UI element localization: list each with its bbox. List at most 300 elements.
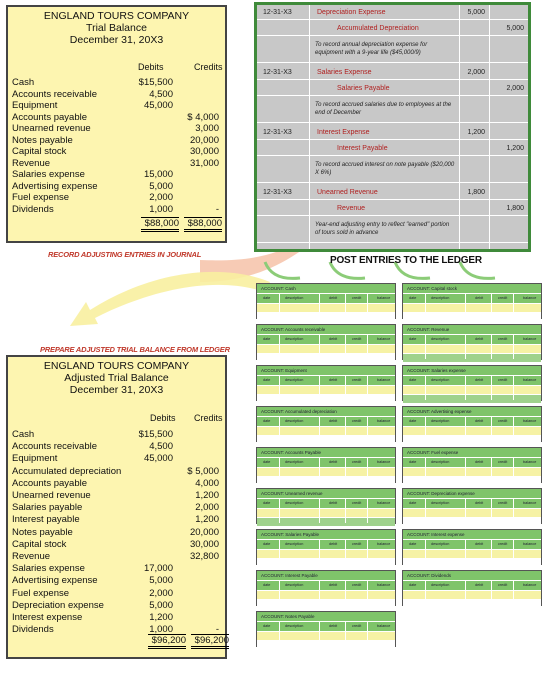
ledger-column-divider xyxy=(491,581,492,605)
ledger-account xyxy=(402,365,542,401)
account-row xyxy=(12,112,219,123)
credit-amount: 31,000 xyxy=(189,157,219,169)
ledger-column-divider xyxy=(367,294,368,318)
ledger-column-divider xyxy=(279,335,280,359)
ledger-header-debit: debit xyxy=(475,419,484,423)
ledger-column-divider xyxy=(513,499,514,523)
account-row xyxy=(12,100,219,111)
ledger-account-title: ACCOUNT: Capital stock xyxy=(403,284,541,293)
ledger-column-divider xyxy=(425,294,426,318)
ledger-column-divider xyxy=(367,540,368,564)
ledger-header-debit: debit xyxy=(475,501,484,505)
ledger-column-divider xyxy=(345,294,346,318)
debits-header: Debits xyxy=(138,62,164,72)
ledger-column-divider xyxy=(491,540,492,564)
ledger-account-title: ACCOUNT: Salaries expense xyxy=(403,366,541,375)
ledger-column-divider xyxy=(465,417,466,441)
ledger-column-divider xyxy=(345,458,346,482)
debit-amount: 5,000 xyxy=(467,9,485,16)
ledger-header-debit: debit xyxy=(475,378,484,382)
ledger-account-title: ACCOUNT: Accumulated depreciation xyxy=(257,407,395,416)
ledger-row xyxy=(403,313,541,321)
account-row xyxy=(12,527,219,538)
statement-title: Adjusted Trial Balance xyxy=(64,372,169,384)
debit-amount: 4,500 xyxy=(149,441,173,453)
ledger-header-description: description xyxy=(285,583,304,587)
ledger-header-balance: balance xyxy=(377,624,391,628)
ledger-header-balance: balance xyxy=(377,378,391,382)
ledger-header-balance: balance xyxy=(377,542,391,546)
ledger-column-divider xyxy=(425,376,426,400)
entry-explanation: To record accrued interest on note payable ($20,000 X 6%) xyxy=(315,162,455,176)
journal-divider xyxy=(257,79,528,80)
account-name: Notes payable xyxy=(12,134,73,146)
ledger-column-headers xyxy=(257,581,395,590)
ledger-account xyxy=(256,324,396,360)
account-row xyxy=(12,551,219,562)
journal-divider xyxy=(257,182,528,183)
account-row xyxy=(12,514,219,525)
adjusted-trial-balance-panel xyxy=(6,355,227,659)
account-name: Salaries expense xyxy=(12,563,85,575)
ledger-account-title: ACCOUNT: Dividends xyxy=(403,571,541,580)
ledger-header-credit: credit xyxy=(498,501,508,505)
ledger-column-divider xyxy=(345,376,346,400)
account-row xyxy=(12,539,219,550)
ledger-header-credit: credit xyxy=(352,542,362,546)
ledger-column-headers xyxy=(257,417,395,426)
ledger-header-date: date xyxy=(409,542,417,546)
ledger-column-headers xyxy=(257,540,395,549)
credit-amount: 5,000 xyxy=(506,25,524,32)
ledger-column-headers xyxy=(257,335,395,344)
ledger-header-date: date xyxy=(409,501,417,505)
ledger-column-headers xyxy=(257,376,395,385)
ledger-account xyxy=(402,529,542,565)
ledger-column-divider xyxy=(465,376,466,400)
account-row xyxy=(12,478,219,489)
total-debits: $88,000 xyxy=(141,217,179,232)
account-row xyxy=(12,146,219,157)
ledger-column-divider xyxy=(345,335,346,359)
account-row xyxy=(12,563,219,574)
debit-amount: 17,000 xyxy=(143,563,173,575)
journal-divider xyxy=(257,19,528,20)
account-name: Cash xyxy=(12,429,35,440)
ledger-header-debit: debit xyxy=(475,542,484,546)
ledger-header-debit: debit xyxy=(329,419,338,423)
debits-header: Debits xyxy=(150,413,176,423)
total-credits: $88,000 xyxy=(184,217,222,232)
account-name: Unearned revenue xyxy=(12,123,91,134)
debit-amount: 1,200 xyxy=(149,612,173,623)
account-row xyxy=(12,89,219,100)
ledger-header-date: date xyxy=(409,460,417,464)
account-name: Equipment xyxy=(12,100,58,111)
ledger-header-credit: credit xyxy=(498,378,508,382)
ledger-row xyxy=(257,427,395,435)
ledger-header-debit: debit xyxy=(329,501,338,505)
ledger-header-debit: debit xyxy=(329,460,338,464)
journal-divider xyxy=(257,199,528,200)
account-name: Dividends xyxy=(12,624,54,636)
ledger-column-divider xyxy=(367,499,368,523)
ledger-header-credit: credit xyxy=(498,337,508,341)
entry-date: 12-31-X3 xyxy=(263,69,292,76)
ledger-account-title: ACCOUNT: Cash xyxy=(257,284,395,293)
ledger-header-debit: debit xyxy=(475,460,484,464)
ledger-column-divider xyxy=(491,335,492,359)
ledger-header-date: date xyxy=(263,296,271,300)
account-row xyxy=(12,612,219,623)
account-name: Capital stock xyxy=(12,146,67,157)
ledger-account xyxy=(402,570,542,606)
ledger-row xyxy=(257,559,395,567)
ledger-header-date: date xyxy=(409,337,417,341)
ledger-header-credit: credit xyxy=(352,624,362,628)
credit-amount: - xyxy=(215,203,219,215)
ledger-column-divider xyxy=(491,376,492,400)
ledger-account xyxy=(256,570,396,606)
ledger-row xyxy=(403,518,541,526)
ledger-header-credit: credit xyxy=(352,296,362,300)
ledger-column-divider xyxy=(513,376,514,400)
debit-account: Interest Expense xyxy=(317,129,370,136)
ledger-header-credit: credit xyxy=(498,296,508,300)
ledger-header-balance: balance xyxy=(523,337,537,341)
entry-explanation: To record annual depreciation expense for equipment with a 9-year life ($45,000/9) xyxy=(315,42,428,56)
ledger-row xyxy=(257,345,395,353)
debit-account: Depreciation Expense xyxy=(317,9,386,16)
ledger-header-description: description xyxy=(285,542,304,546)
ledger-row xyxy=(403,591,541,599)
ledger-header-date: date xyxy=(263,460,271,464)
ledger-header-debit: debit xyxy=(329,583,338,587)
ledger-column-divider xyxy=(513,540,514,564)
ledger-column-divider xyxy=(319,458,320,482)
ledger-header-debit: debit xyxy=(329,378,338,382)
ledger-header-debit: debit xyxy=(329,624,338,628)
ledger-row xyxy=(257,509,395,517)
ledger-column-divider xyxy=(425,540,426,564)
credit-amount: 2,000 xyxy=(506,85,524,92)
debit-amount: 5,000 xyxy=(149,180,173,192)
ledger-column-divider xyxy=(279,294,280,318)
ledger-account-title: ACCOUNT: Equipment xyxy=(257,366,395,375)
trial-balance-panel xyxy=(6,5,227,243)
ledger-column-divider xyxy=(513,294,514,318)
debit-amount: 1,800 xyxy=(467,189,485,196)
credit-amount: $ 5,000 xyxy=(187,465,219,477)
debit-amount: 2,000 xyxy=(149,192,173,203)
total-debits: $96,200 xyxy=(148,634,186,649)
ledger-column-divider xyxy=(465,294,466,318)
ledger-row xyxy=(403,354,541,362)
ledger-column-divider xyxy=(465,581,466,605)
ledger-account xyxy=(256,529,396,565)
account-name: Capital stock xyxy=(12,538,67,550)
ledger-header-credit: credit xyxy=(352,337,362,341)
ledger-header-credit: credit xyxy=(352,378,362,382)
ledger-column-divider xyxy=(425,499,426,523)
ledger-column-divider xyxy=(279,499,280,523)
ledger-column-divider xyxy=(279,581,280,605)
credits-header: Credits xyxy=(194,413,223,423)
ledger-account xyxy=(402,406,542,442)
ledger-header-debit: debit xyxy=(475,296,484,300)
entry-explanation: To record accrued salaries due to employees at the end of December xyxy=(315,102,452,116)
ledger-column-headers xyxy=(403,581,541,590)
debit-account: Salaries Expense xyxy=(317,69,372,76)
ledger-account xyxy=(256,283,396,319)
ledger-column-divider xyxy=(345,581,346,605)
ledger-header-description: description xyxy=(431,419,450,423)
account-row xyxy=(12,77,219,88)
ledger-column-divider xyxy=(345,417,346,441)
account-name: Accounts receivable xyxy=(12,441,98,453)
ledger-column-divider xyxy=(491,294,492,318)
ledger-header-description: description xyxy=(431,460,450,464)
ledger-column-headers xyxy=(403,376,541,385)
ledger-column-divider xyxy=(491,499,492,523)
ledger-row xyxy=(403,427,541,435)
credit-account: Accumulated Depreciation xyxy=(337,25,419,32)
ledger-header-balance: balance xyxy=(523,542,537,546)
account-name: Advertising expense xyxy=(12,575,98,587)
credit-amount: 1,200 xyxy=(506,145,524,152)
ledger-column-divider xyxy=(279,458,280,482)
debit-amount: 45,000 xyxy=(143,100,173,111)
statement-date: December 31, 20X3 xyxy=(69,34,164,46)
total-credits: $96,200 xyxy=(191,634,229,649)
general-journal xyxy=(254,2,531,252)
ledger-column-divider xyxy=(345,540,346,564)
ledger-header-description: description xyxy=(285,624,304,628)
ledger-column-divider xyxy=(465,540,466,564)
ledger-header-balance: balance xyxy=(523,460,537,464)
ledger-header-description: description xyxy=(431,583,450,587)
account-row xyxy=(12,441,219,452)
ledger-header-balance: balance xyxy=(523,583,537,587)
ledger-column-divider xyxy=(425,335,426,359)
debit-amount: 1,000 xyxy=(149,624,173,636)
account-row xyxy=(12,135,219,146)
ledger-header-date: date xyxy=(263,337,271,341)
debit-amount: 5,000 xyxy=(149,575,173,587)
debit-amount: 2,000 xyxy=(149,587,173,599)
account-row xyxy=(12,600,219,611)
credit-account: Salaries Payable xyxy=(337,85,390,92)
company-name: ENGLAND TOURS COMPANY xyxy=(43,10,190,22)
debit-amount: $15,500 xyxy=(138,77,173,88)
credit-amount: 20,000 xyxy=(189,526,219,538)
ledger-account xyxy=(402,283,542,319)
ledger-column-divider xyxy=(425,458,426,482)
yellow-arrow xyxy=(70,272,270,326)
account-name: Fuel expense xyxy=(12,587,70,599)
ledger-row xyxy=(257,354,395,362)
ledger-header-balance: balance xyxy=(377,501,391,505)
ledger-row xyxy=(403,386,541,394)
credit-amount: 20,000 xyxy=(189,134,219,146)
account-name: Depreciation expense xyxy=(12,599,104,611)
journal-divider xyxy=(257,155,528,156)
account-row xyxy=(12,502,219,513)
ledger-header-date: date xyxy=(409,583,417,587)
credit-amount: - xyxy=(215,624,219,636)
ledger-header-debit: debit xyxy=(329,296,338,300)
ledger-header-debit: debit xyxy=(329,542,338,546)
ledger-account-title: ACCOUNT: Depreciation expense xyxy=(403,489,541,498)
ledger-column-divider xyxy=(513,335,514,359)
ledger-column-divider xyxy=(513,458,514,482)
entry-explanation: Year-end adjusting entry to reflect "earned" portion of tours sold in advance xyxy=(315,222,450,236)
ledger-row xyxy=(257,468,395,476)
account-name: Accounts receivable xyxy=(12,88,98,100)
debit-amount: 1,200 xyxy=(467,129,485,136)
account-row xyxy=(12,588,219,599)
ledger-header-credit: credit xyxy=(352,583,362,587)
ledger-column-divider xyxy=(425,417,426,441)
entry-date: 12-31-X3 xyxy=(263,189,292,196)
ledger-row xyxy=(257,477,395,485)
ledger-account xyxy=(256,447,396,483)
account-name: Equipment xyxy=(12,453,58,465)
ledger-column-divider xyxy=(279,417,280,441)
ledger-header-credit: credit xyxy=(352,460,362,464)
ledger-row xyxy=(257,436,395,444)
debit-amount: 15,000 xyxy=(143,169,173,180)
ledger-column-divider xyxy=(319,294,320,318)
account-name: Advertising expense xyxy=(12,180,98,192)
credit-amount: 32,800 xyxy=(189,551,219,562)
ledger-row xyxy=(403,600,541,608)
ledger-account-title: ACCOUNT: Interest expense xyxy=(403,530,541,539)
ledger-header-balance: balance xyxy=(523,501,537,505)
ledger-header-credit: credit xyxy=(498,583,508,587)
ledger-column-divider xyxy=(465,499,466,523)
ledger-column-headers xyxy=(403,417,541,426)
ledger-header-date: date xyxy=(263,501,271,505)
journal-divider xyxy=(257,35,528,36)
ledger-header-date: date xyxy=(409,378,417,382)
ledger-column-divider xyxy=(319,335,320,359)
ledger-column-divider xyxy=(279,376,280,400)
account-row xyxy=(12,453,219,464)
ledger-header-credit: credit xyxy=(498,460,508,464)
ledger-column-divider xyxy=(491,458,492,482)
credit-amount: 4,000 xyxy=(195,477,219,489)
account-name: Accumulated depreciation xyxy=(12,465,122,477)
account-name: Salaries expense xyxy=(12,169,85,180)
ledger-column-headers xyxy=(403,540,541,549)
ledger-header-balance: balance xyxy=(523,419,537,423)
ledger-column-divider xyxy=(513,417,514,441)
ledger-row xyxy=(257,632,395,640)
account-name: Unearned revenue xyxy=(12,490,91,501)
ledger-header-balance: balance xyxy=(377,337,391,341)
statement-title: Trial Balance xyxy=(86,22,147,34)
journal-divider xyxy=(257,95,528,96)
ledger-row xyxy=(403,395,541,403)
debit-amount: 45,000 xyxy=(143,453,173,465)
ledger-row xyxy=(403,436,541,444)
ledger-column-divider xyxy=(319,540,320,564)
ledger-header-credit: credit xyxy=(352,419,362,423)
ledger-account xyxy=(402,324,542,360)
account-name: Interest expense xyxy=(12,612,83,623)
ledger-column-divider xyxy=(465,458,466,482)
ledger-column-divider xyxy=(367,581,368,605)
debit-amount: 2,000 xyxy=(467,69,485,76)
account-row xyxy=(12,429,219,440)
caption-record-entries: RECORD ADJUSTING ENTRIES IN JOURNAL xyxy=(48,250,202,259)
account-row xyxy=(12,466,219,477)
account-name: Accounts payable xyxy=(12,477,87,489)
ledger-account-title: ACCOUNT: Accounts receivable xyxy=(257,325,395,334)
entry-date: 12-31-X3 xyxy=(263,129,292,136)
ledger-row xyxy=(257,313,395,321)
credit-amount: 30,000 xyxy=(189,538,219,550)
ledger-header-date: date xyxy=(409,296,417,300)
company-name: ENGLAND TOURS COMPANY xyxy=(43,360,190,372)
ledger-column-headers xyxy=(257,294,395,303)
ledger-row xyxy=(403,468,541,476)
ledger-account-title: ACCOUNT: Salaries Payable xyxy=(257,530,395,539)
ledger-column-divider xyxy=(319,581,320,605)
ledger-row xyxy=(257,641,395,649)
ledger-header-date: date xyxy=(409,419,417,423)
statement-date: December 31, 20X3 xyxy=(69,384,164,396)
ledger-row xyxy=(403,559,541,567)
debit-amount: 5,000 xyxy=(149,599,173,611)
ledger-header-description: description xyxy=(431,501,450,505)
ledger-column-divider xyxy=(367,335,368,359)
ledger-column-headers xyxy=(403,294,541,303)
ledger-column-divider xyxy=(513,581,514,605)
credit-amount: 1,800 xyxy=(506,205,524,212)
account-name: Revenue xyxy=(12,551,51,562)
ledger-row xyxy=(257,395,395,403)
credit-amount: 30,000 xyxy=(189,146,219,157)
caption-post-entries: POST ENTRIES TO THE LEDGER xyxy=(330,255,482,266)
ledger-row xyxy=(403,477,541,485)
ledger-account-title: ACCOUNT: Fuel expense xyxy=(403,448,541,457)
journal-divider xyxy=(257,215,528,216)
ledger-header-balance: balance xyxy=(377,583,391,587)
ledger-header-description: description xyxy=(431,542,450,546)
ledger-header-date: date xyxy=(263,583,271,587)
ledger-row xyxy=(257,518,395,526)
journal-divider xyxy=(257,122,528,123)
account-name: Cash xyxy=(12,77,35,88)
journal-divider xyxy=(257,139,528,140)
ledger-row xyxy=(403,345,541,353)
ledger-row xyxy=(257,591,395,599)
ledger-column-headers xyxy=(403,499,541,508)
ledger-header-description: description xyxy=(431,378,450,382)
ledger-account-title: ACCOUNT: Interest Payable xyxy=(257,571,395,580)
ledger-row xyxy=(403,550,541,558)
account-name: Salaries payable xyxy=(12,502,83,514)
ledger-column-divider xyxy=(367,417,368,441)
ledger-header-balance: balance xyxy=(523,296,537,300)
ledger-header-balance: balance xyxy=(377,460,391,464)
credit-amount: 1,200 xyxy=(195,514,219,526)
ledger-header-balance: balance xyxy=(523,378,537,382)
ledger-row xyxy=(403,509,541,517)
ledger-column-headers xyxy=(403,458,541,467)
